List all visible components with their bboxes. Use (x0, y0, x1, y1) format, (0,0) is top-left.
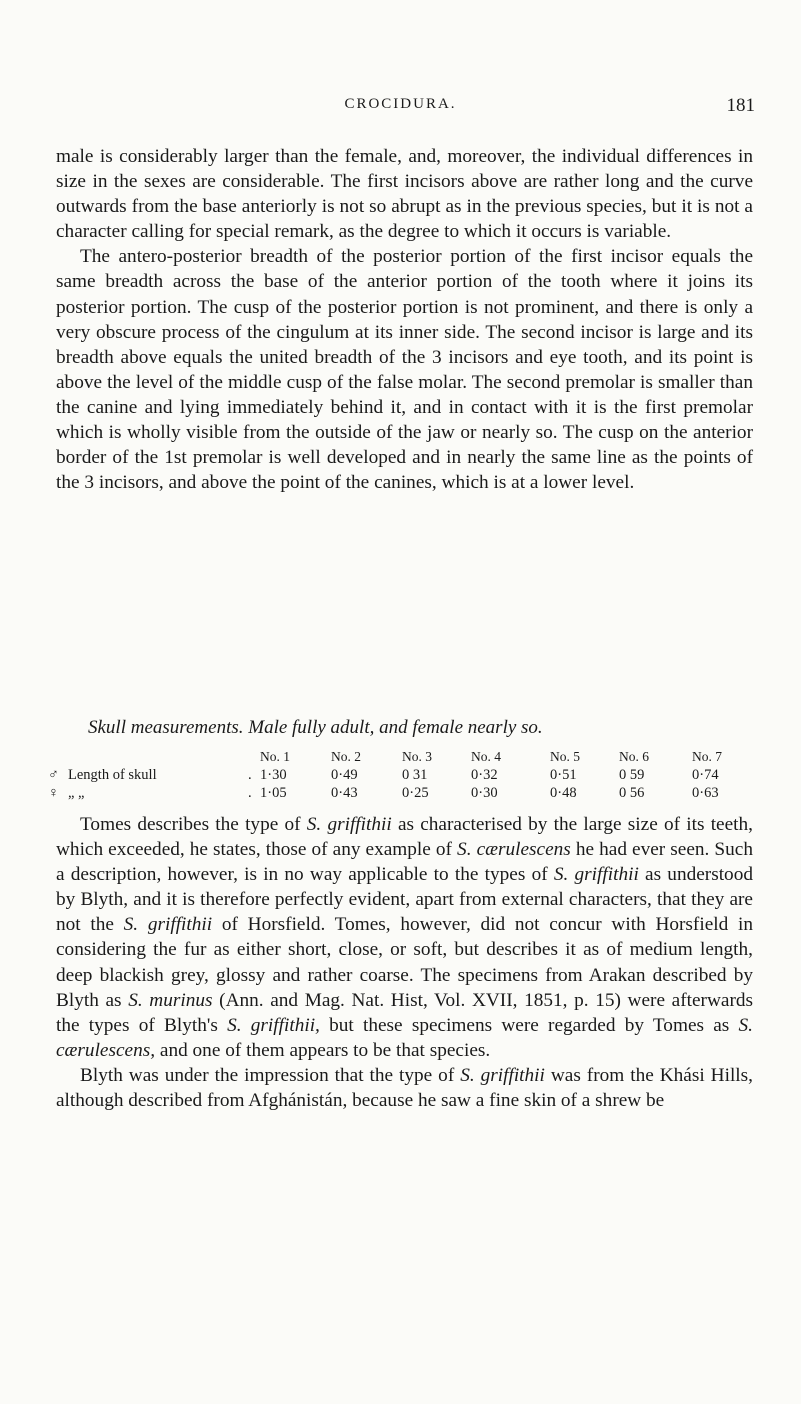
measurements-caption: Skull measurements. Male fully adult, and female nearly so. (88, 717, 543, 738)
text-run: he had ever seen. Such a description, however, is in no way applicable to the types of (56, 839, 753, 886)
table-cell: 1·05 (260, 785, 287, 801)
text-run: and one of them appears to be that species. (155, 1039, 491, 1061)
row-leader: . (248, 767, 252, 783)
running-head (0, 96, 801, 120)
table-cell: 0 59 (619, 767, 645, 783)
table-cell: 1·30 (260, 767, 287, 783)
table-cell: 0 56 (619, 785, 645, 801)
text-run: but these specimens were regarded by Tomes as (319, 1014, 739, 1036)
table-row (40, 766, 780, 784)
table-cell: 0·43 (331, 785, 358, 801)
species-name: S. griffithii (306, 814, 392, 835)
column-header: No. 7 (692, 749, 722, 764)
text-run: as characterised by the large size of its teeth, which exceeded, he states, those of any example of (56, 814, 753, 861)
paragraph (56, 812, 753, 1063)
column-header: No. 1 (260, 749, 290, 764)
species-name: S. griffithii (553, 864, 639, 886)
column-header: No. 3 (402, 749, 432, 764)
species-name: S. griffithii (123, 914, 213, 936)
table-cell: 0·30 (471, 785, 498, 801)
row-leader: . (248, 785, 252, 801)
text-run: of Horsfield. Tomes, however, did not concur with Horsfield in considering the fur as either short, close, or soft, but describes it as of medium length, deep blackish grey, glossy and rather coarse. The specimens from Arakan described by Blyth as (56, 914, 753, 1011)
body-text-lower (56, 812, 753, 1113)
text-run: Blyth was under the impression that the type of (80, 1064, 461, 1086)
table-header-row (40, 748, 780, 766)
table-cell: 0·49 (331, 767, 358, 783)
text-run: Tomes describes the type of (80, 814, 307, 835)
measurements-table (40, 748, 780, 802)
paragraph: The antero-posterior breadth of the posterior portion of the first incisor equals the same breadth across the base of the anterior portion of the tooth where it joins its posterior portion. The cusp of the posterior portion is not prominent, and there is only a very obscure process of the cingulum at its inner side. The second incisor is large and its breadth above equals the united breadth of the 3 incisors and eye tooth, and its point is above the level of the middle cusp of the false molar. The second premolar is smaller than the canine and lying immediately behind it, and in contact with it is the first premolar which is wholly visible from the outside of the jaw or nearly so. The cusp on the anterior border of the 1st premolar is well developed and in nearly the same line as the points of the 3 incisors, and above the point of the canines, which is at a lower level. (56, 246, 753, 494)
body-text-upper (56, 144, 753, 495)
table-cell: 0·74 (692, 767, 719, 783)
column-header: No. 2 (331, 749, 361, 764)
table-cell: 0·48 (550, 785, 577, 801)
table-cell: 0·51 (550, 767, 577, 783)
species-name: S. cærulescens (457, 839, 571, 861)
species-name: S. cærulescens, (56, 1014, 753, 1061)
paragraph: male is considerably larger than the female, and, moreover, the individual differences in size in the sexes are considerable. The first incisors above are rather long and the curve outwards from the base anteriorly is not so abrupt as in the previous species, but it is not a character calling for special remark, as the degree to which it occurs is variable. (56, 146, 753, 243)
female-symbol-icon: ♀ (48, 785, 59, 801)
table-cell: 0 31 (402, 767, 428, 783)
table-row (40, 784, 780, 802)
column-header: No. 4 (471, 749, 501, 764)
running-title: CROCIDURA. (344, 96, 457, 112)
text-run: was from the Khási Hills, although described from Afghánistán, because he saw a fine skin of a shrew be (56, 1064, 753, 1112)
row-label: Length of skull (68, 767, 157, 783)
paragraph (56, 1063, 753, 1113)
column-header: No. 5 (550, 749, 580, 764)
table-cell: 0·25 (402, 785, 429, 801)
text-run: as understood by Blyth, and it is therefore perfectly evident, apart from external characters, that they are not the (56, 864, 753, 936)
species-name: S. murinus (128, 989, 213, 1011)
column-header: No. 6 (619, 749, 649, 764)
page-number: 181 (726, 95, 755, 116)
table-cell: 0·63 (692, 785, 719, 801)
male-symbol-icon: ♂ (48, 767, 59, 783)
species-name: S. griffithii (460, 1064, 545, 1086)
species-name: S. griffithii, (227, 1014, 320, 1036)
text-run: (Ann. and Mag. Nat. Hist, Vol. XVII, 1851, p. 15) were afterwards the types of Blyth's (56, 989, 754, 1036)
table-cell: 0·32 (471, 767, 498, 783)
row-label: „ „ (68, 785, 85, 801)
